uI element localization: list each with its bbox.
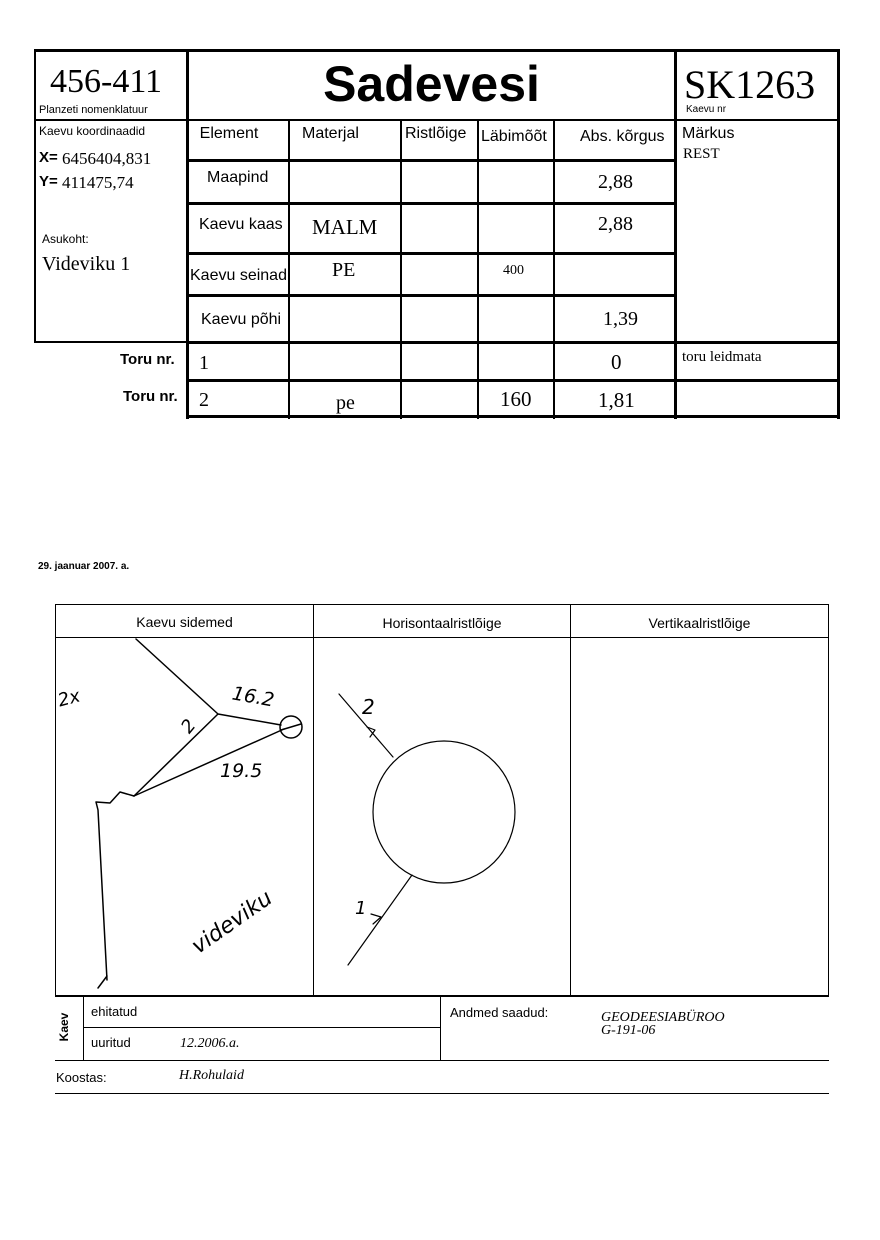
pipe-remark: toru leidmata	[682, 349, 762, 365]
coords-label: Kaevu koordinaadid	[39, 124, 146, 138]
row-abs-height: 2,88	[598, 171, 633, 193]
header-abs-height: Abs. kõrgus	[580, 128, 665, 145]
kaev-label: Kaev	[57, 1012, 71, 1042]
header-remarks: Märkus	[682, 125, 735, 142]
data-source-code: G-191-06	[601, 1023, 656, 1038]
row-abs-height: 1,39	[603, 308, 638, 330]
header-material: Materjal	[302, 125, 359, 142]
pipe-1-arrow-icon	[371, 914, 381, 924]
coord-y-value: 411475,74	[62, 173, 134, 192]
location-label: Asukoht:	[42, 232, 89, 246]
remarks-value: REST	[683, 146, 720, 162]
compiled-label: Koostas:	[56, 1070, 107, 1085]
row-element: Kaevu kaas	[199, 216, 283, 233]
surveyed-value: 12.2006.a.	[180, 1036, 240, 1051]
pipe-2-label: 2	[362, 695, 375, 719]
well-circle	[373, 741, 515, 883]
header-element: Element	[199, 125, 259, 142]
panel-title-vertical: Vertikaalristlõige	[648, 615, 751, 631]
pipe-label: Toru nr.	[123, 388, 178, 405]
panel-title-horizontal: Horisontaalristlõige	[382, 615, 502, 631]
data-source-value: GEODEESIABÜROO	[601, 1010, 725, 1025]
row-element: Kaevu seinad	[190, 267, 287, 284]
header-cross-section: Ristlõige	[405, 125, 467, 142]
pipe-abs-height: 0	[611, 350, 622, 374]
built-label: ehitatud	[91, 1004, 138, 1019]
row-abs-height: 2,88	[598, 213, 633, 235]
row-diameter: 400	[503, 263, 524, 278]
label-16-2: 16.2	[230, 682, 276, 712]
label-2x: 2x	[55, 685, 83, 712]
coord-x-value: 6456404,831	[62, 149, 152, 168]
pipe-abs-height: 1,81	[598, 388, 635, 412]
coord-y-label: Y=	[39, 173, 58, 190]
row-element: Kaevu põhi	[201, 311, 282, 328]
surveyed-label: uuritud	[91, 1035, 131, 1050]
location-value: Videviku 1	[42, 253, 131, 275]
pipe-material: pe	[336, 392, 355, 414]
pipe-number: 1	[199, 352, 209, 374]
row-material: PE	[332, 259, 356, 281]
compiled-value: H.Rohulaid	[179, 1068, 244, 1083]
street-label: videviku	[187, 885, 278, 960]
pipe-number: 2	[199, 389, 209, 411]
panel-title-ties: Kaevu sidemed	[136, 614, 233, 630]
pipe-1-label: 1	[355, 898, 367, 919]
label-2: 2	[177, 715, 201, 738]
well-number-value: SK1263	[684, 62, 816, 107]
pipe-label: Toru nr.	[120, 351, 175, 368]
data-source-label: Andmed saadud:	[450, 1005, 549, 1020]
page-title: Sadevesi	[323, 56, 540, 112]
well-number-label: Kaevu nr	[686, 104, 727, 115]
row-element: Maapind	[207, 169, 269, 186]
label-19-5: 19.5	[220, 760, 263, 782]
nomenclature-value: 456-411	[50, 63, 163, 100]
header-diameter: Läbimõõt	[481, 128, 547, 145]
pipe-diameter: 160	[500, 387, 532, 411]
document-date: 29. jaanuar 2007. a.	[38, 561, 130, 572]
nomenclature-label: Planzeti nomenklatuur	[39, 104, 148, 116]
row-material: MALM	[312, 215, 378, 239]
coord-x-label: X=	[39, 149, 58, 166]
pipe-1-line	[348, 875, 412, 965]
